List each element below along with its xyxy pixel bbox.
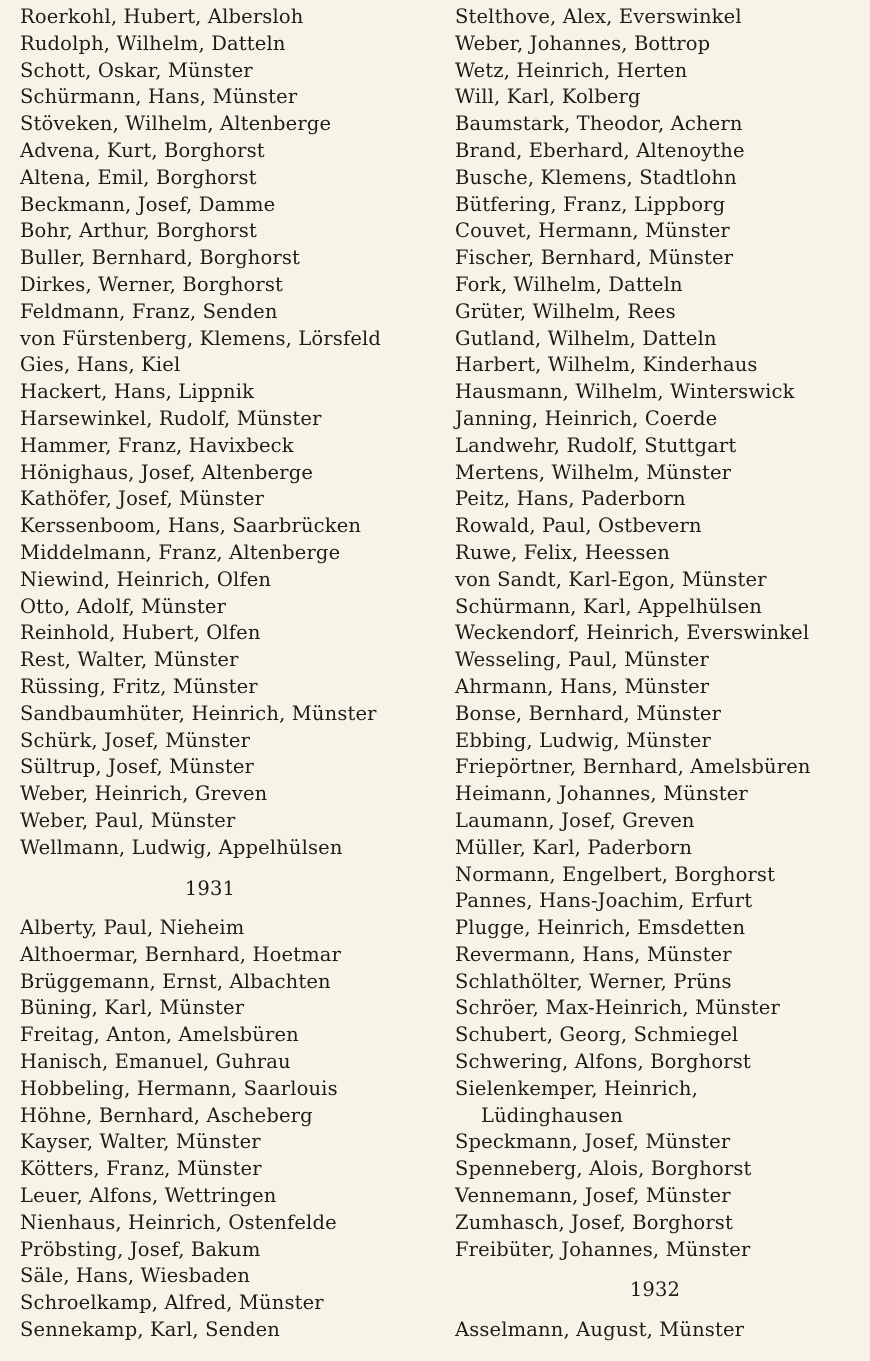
name-entry: Wesseling, Paul, Münster [455, 648, 709, 672]
name-entry: Kerssenboom, Hans, Saarbrücken [20, 514, 362, 538]
name-entry: Bütfering, Franz, Lippborg [455, 192, 726, 216]
name-entry: Alberty, Paul, Nieheim [20, 916, 245, 940]
name-entry: Roerkohl, Hubert, Albersloh [20, 5, 304, 28]
name-entry: Kayser, Walter, Münster [20, 1130, 261, 1154]
name-entry: Bonse, Bernhard, Münster [455, 701, 722, 725]
name-entry: Schubert, Georg, Schmiegel [455, 1023, 739, 1047]
name-entry: Schröer, Max-Heinrich, Münster [455, 996, 780, 1020]
name-entry: Brüggemann, Ernst, Albachten [20, 969, 331, 993]
name-entry: Couvet, Hermann, Münster [455, 219, 730, 243]
name-entry: Weckendorf, Heinrich, Everswinkel [455, 621, 810, 645]
name-entry: Reinhold, Hubert, Olfen [20, 621, 261, 645]
name-entry: Baumstark, Theodor, Achern [455, 112, 743, 136]
name-entry: Gutland, Wilhelm, Datteln [455, 326, 717, 350]
name-entry: Althoermar, Bernhard, Hoetmar [20, 942, 342, 966]
name-entry: Hobbeling, Hermann, Saarlouis [20, 1076, 338, 1100]
year-heading: 1932 [629, 1278, 681, 1302]
name-entry: Fork, Wilhelm, Datteln [455, 272, 683, 296]
name-entry: Laumann, Josef, Greven [455, 808, 695, 832]
name-entry: Janning, Heinrich, Coerde [455, 406, 718, 430]
name-entry: Plugge, Heinrich, Emsdetten [455, 916, 746, 940]
name-entry: Pröbsting, Josef, Bakum [20, 1237, 261, 1261]
name-entry: Schürk, Josef, Münster [20, 728, 251, 752]
name-entry: Weber, Johannes, Bottrop [455, 31, 711, 55]
name-entry: Asselmann, August, Münster [455, 1318, 745, 1342]
name-entry: Ruwe, Felix, Heessen [455, 540, 670, 564]
name-entry: Schlathölter, Werner, Prüns [455, 969, 732, 993]
name-entry: Hammer, Franz, Havixbeck [20, 433, 294, 457]
right-column [455, 4, 865, 1344]
name-entry: Harbert, Wilhelm, Kinderhaus [455, 353, 758, 377]
name-entry: Sielenkemper, Heinrich, [455, 1076, 698, 1100]
name-entry: Mertens, Wilhelm, Münster [455, 460, 732, 484]
name-entry: Hönighaus, Josef, Altenberge [20, 460, 314, 484]
name-entry: Höhne, Bernhard, Ascheberg [20, 1103, 313, 1127]
name-entry: Gies, Hans, Kiel [20, 353, 181, 377]
name-entry: Rowald, Paul, Ostbevern [455, 514, 702, 538]
name-entry: Wellmann, Ludwig, Appelhülsen [20, 835, 343, 859]
left-column [20, 4, 440, 1344]
name-entry: von Sandt, Karl-Egon, Münster [455, 567, 767, 591]
name-entry: Sültrup, Josef, Münster [20, 755, 255, 779]
name-entry: Hausmann, Wilhelm, Winterswick [455, 380, 795, 404]
name-entry: Revermann, Hans, Münster [455, 942, 732, 966]
name-entry: Otto, Adolf, Münster [20, 594, 227, 618]
name-entry: Advena, Kurt, Borghorst [20, 138, 265, 162]
name-entry: Wetz, Heinrich, Herten [455, 58, 688, 82]
name-entry: Hackert, Hans, Lippnik [20, 380, 255, 404]
name-entry: Weber, Paul, Münster [20, 808, 236, 832]
name-entry: Schürmann, Hans, Münster [20, 85, 298, 109]
name-entry: Sennekamp, Karl, Senden [20, 1318, 281, 1342]
name-entry: Landwehr, Rudolf, Stuttgart [455, 433, 737, 457]
name-entry: Normann, Engelbert, Borghorst [455, 862, 776, 886]
name-entry: von Fürstenberg, Klemens, Lörsfeld [20, 326, 382, 350]
name-entry: Schott, Oskar, Münster [20, 58, 253, 82]
name-entry: Freitag, Anton, Amelsbüren [20, 1023, 299, 1047]
name-entry: Fischer, Bernhard, Münster [455, 246, 734, 270]
name-entry: Stöveken, Wilhelm, Altenberge [20, 112, 332, 136]
name-entry: Ebbing, Ludwig, Münster [455, 728, 711, 752]
name-entry: Rest, Walter, Münster [20, 648, 239, 672]
name-entry: Schroelkamp, Alfred, Münster [20, 1291, 324, 1315]
name-entry: Heimann, Johannes, Münster [455, 782, 748, 806]
name-entry: Speckmann, Josef, Münster [455, 1130, 731, 1154]
name-entry: Altena, Emil, Borghorst [20, 165, 257, 189]
name-entry: Rüssing, Fritz, Münster [20, 674, 258, 698]
name-entry: Brand, Eberhard, Altenoythe [455, 138, 745, 162]
name-entry: Weber, Heinrich, Greven [20, 782, 268, 806]
name-entry: Will, Karl, Kolberg [455, 85, 641, 109]
year-heading: 1931 [184, 876, 236, 900]
name-entry: Zumhasch, Josef, Borghorst [455, 1210, 733, 1234]
name-entry: Hanisch, Emanuel, Guhrau [20, 1050, 291, 1074]
name-entry: Freibüter, Johannes, Münster [455, 1237, 751, 1261]
name-entry: Niewind, Heinrich, Olfen [20, 567, 272, 591]
name-entry: Nienhaus, Heinrich, Ostenfelde [20, 1210, 337, 1234]
name-entry-continuation: Lüdinghausen [481, 1103, 623, 1127]
name-entry: Spenneberg, Alois, Borghorst [455, 1157, 752, 1181]
name-entry: Peitz, Hans, Paderborn [455, 487, 686, 511]
name-entry: Sandbaumhüter, Heinrich, Münster [20, 701, 377, 725]
name-entry: Harsewinkel, Rudolf, Münster [20, 406, 322, 430]
name-entry: Beckmann, Josef, Damme [20, 192, 276, 216]
name-entry: Buller, Bernhard, Borghorst [20, 246, 301, 270]
name-entry: Säle, Hans, Wiesbaden [20, 1264, 251, 1288]
name-entry: Leuer, Alfons, Wettringen [20, 1184, 277, 1208]
name-entry: Büning, Karl, Münster [20, 996, 245, 1020]
name-entry: Busche, Klemens, Stadtlohn [455, 165, 737, 189]
name-entry: Pannes, Hans-Joachim, Erfurt [455, 889, 753, 913]
name-entry: Dirkes, Werner, Borghorst [20, 272, 284, 296]
name-entry: Ahrmann, Hans, Münster [455, 674, 710, 698]
name-entry: Stelthove, Alex, Everswinkel [455, 5, 742, 28]
name-entry: Feldmann, Franz, Senden [20, 299, 278, 323]
name-entry: Vennemann, Josef, Münster [455, 1184, 731, 1208]
name-entry: Rudolph, Wilhelm, Datteln [20, 31, 286, 55]
name-entry: Kötters, Franz, Münster [20, 1157, 262, 1181]
name-entry: Bohr, Arthur, Borghorst [20, 219, 257, 243]
name-entry: Friepörtner, Bernhard, Amelsbüren [455, 755, 811, 779]
name-entry: Grüter, Wilhelm, Rees [455, 299, 676, 323]
name-entry: Müller, Karl, Paderborn [455, 835, 693, 859]
name-entry: Middelmann, Franz, Altenberge [20, 540, 341, 564]
name-entry: Schwering, Alfons, Borghorst [455, 1050, 751, 1074]
name-entry: Kathöfer, Josef, Münster [20, 487, 265, 511]
name-entry: Schürmann, Karl, Appelhülsen [455, 594, 762, 618]
